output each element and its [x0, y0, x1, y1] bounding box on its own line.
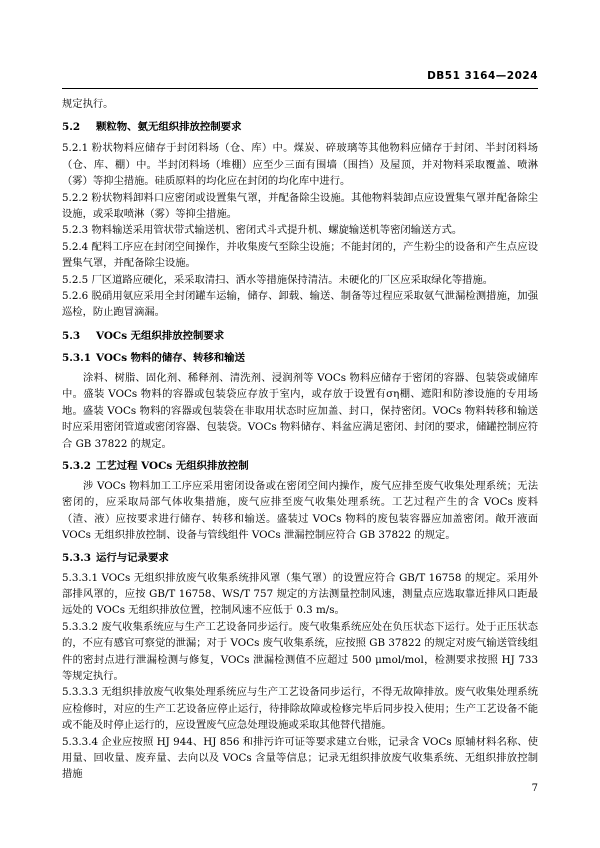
clause-5-3-3-1: 5.3.3.1 VOCs 无组织排放废气收集系统排风罩（集气罩）的设置应符合 GB/T 16758 的规定。采用外部排风罩的，应按 GB/T 16758、WS/T 757 规定的方法测量控制风速，测量点应选取靠近排风口距最远处的 VOCs 无组织排放位置，控制风速不应低于 0.3 m/s。: [62, 571, 538, 617]
page-number: 7: [531, 783, 538, 794]
header-divider: [62, 88, 538, 89]
paragraph-5-3-1: 涂料、树脂、固化剂、稀释剂、清洗剂、浸润剂等 VOCs 物料应储存于密闭的容器、包装袋或储库中。盛装 VOCs 物料的容器或包装袋应存放于室内，或存放于设置有ση棚、遮阳和防渗设施的专用场地。盛装 VOCs 物料的容器或包装袋在非取用状态时应加盖、封口，保持密闭。VOCs 物料转移和输送时应采用密闭管道或密闭容器、包装袋。VOCs 物料储存、料盆应满足密闭、封闭的要求，储罐控制应符合 GB 37822 的规定。: [62, 371, 538, 450]
document-content: [62, 96, 538, 783]
clause-5-2-4: 5.2.4 配料工序应在封闭空间操作，并收集废气至除尘设施；不能封闭的，产生粉尘的设备和产生点应设置集气罩，并配备除尘设施。: [62, 240, 538, 270]
clause-5-3-3-4: 5.3.3.4 企业应按照 HJ 944、HJ 856 和排污许可证等要求建立台账，记录含 VOCs 原辅材料名称、使用量、回收量、废弃量、去向以及 VOCs 含量等信息；记录无组织排放废气收集系统、无组织排放控制措施: [62, 735, 538, 781]
section-title-5-2: 颗粒物、氨无组织排放控制要求: [96, 121, 242, 134]
intro-paragraph: 规定执行。: [62, 98, 114, 110]
subsection-heading-5-3-3: [62, 550, 538, 566]
clause-5-2-5: 5.2.5 厂区道路应硬化，采采取清扫、洒水等措施保持清洁。未硬化的厂区应采取绿化等措施。: [62, 273, 494, 286]
section-number-5-3: 5.3: [62, 329, 81, 342]
clause-5-2-1: 5.2.1 粉状物料应储存于封闭料场（仓、库）中。煤炭、碎玻璃等其他物料应储存于封闭、半封闭料场（仓、库、棚）中。半封闭料场（堆棚）应至少三面有围墙（围挡）及屋顶，并对物料采取覆盖、喷淋（雾）等抑尘措施。硅质原料的均化应在封闭的均化库中进行。: [62, 142, 538, 188]
subsection-heading-5-3-2: [62, 458, 538, 474]
subsection-number-5-3-2: 5.3.2: [62, 459, 91, 472]
clause-5-3-3-2: 5.3.3.2 废气收集系统应与生产工艺设备同步运行。废气收集系统应处在负压状态下运行。处于正压状态的，不应有感官可察觉的泄漏；对于 VOCs 废气收集系统，应按照 GB 37822 的规定对废气输送管线组件的密封点进行泄漏检测与修复，VOCs 泄漏检测值不应超过 500 μmol/mol，检测要求按照 HJ 733 等规定执行。: [62, 620, 538, 682]
subsection-title-5-3-1: VOCs 物料的储存、转移和输送: [96, 351, 245, 364]
clause-5-2-3: 5.2.3 物料输送采用管状带式输送机、密闭式斗式提升机、螺旋输送机等密闭输送方式。: [62, 224, 463, 237]
section-heading-5-3: [62, 328, 538, 344]
section-number-5-2: 5.2: [62, 121, 81, 134]
paragraph-5-3-2: 涉 VOCs 物料加工工序应采用密闭设备或在密闭空间内操作，废气应排至废气收集处理系统；无法密闭的，应采取局部气体收集措施，废气应排至废气收集处理系统。工艺过程产生的含 VOCs 废料（渣、液）应按要求进行储存、转移和输送。盛装过 VOCs 物料的废包装容器应加盖密闭。敞开液面 VOCs 无组织排放控制、设备与管线组件 VOCs 泄漏控制应符合 GB 37822 的规定。: [62, 479, 538, 542]
page-header: DB51 3164—2024: [427, 70, 538, 82]
clause-5-2-6: 5.2.6 脱硝用氨应采用全封闭罐车运输，储存、卸载、输送、制备等过程应采取氨气泄漏检测措施，加强巡检，防止跑冒滴漏。: [62, 290, 538, 319]
section-heading-5-2: [62, 119, 538, 135]
subsection-number-5-3-1: 5.3.1: [62, 351, 91, 364]
subsection-title-5-3-3: 运行与记录要求: [96, 551, 169, 564]
clause-5-2-2: 5.2.2 粉状物料卸料口应密闭或设置集气罩，并配备除尘设施。其他物料装卸点应设置集气罩并配备除尘设施，或采取喷淋（雾）等抑尘措施。: [62, 191, 538, 221]
clause-5-3-3-3: 5.3.3.3 无组织排放废气收集处理系统应与生产工艺设备同步运行，不得无故障排放。废气收集处理系统应检修时，对应的生产工艺设备应停止运行，待排除故障或检修完毕后同步投入使用；生产工艺设备不能或不能及时停止运行的，应设置废气应急处理设施或采取其他替代措施。: [62, 686, 538, 732]
subsection-heading-5-3-1: [62, 350, 538, 366]
subsection-title-5-3-2: 工艺过程 VOCs 无组织排放控制: [96, 459, 249, 472]
subsection-number-5-3-3: 5.3.3: [62, 551, 91, 564]
section-title-5-3: VOCs 无组织排放控制要求: [96, 329, 225, 342]
